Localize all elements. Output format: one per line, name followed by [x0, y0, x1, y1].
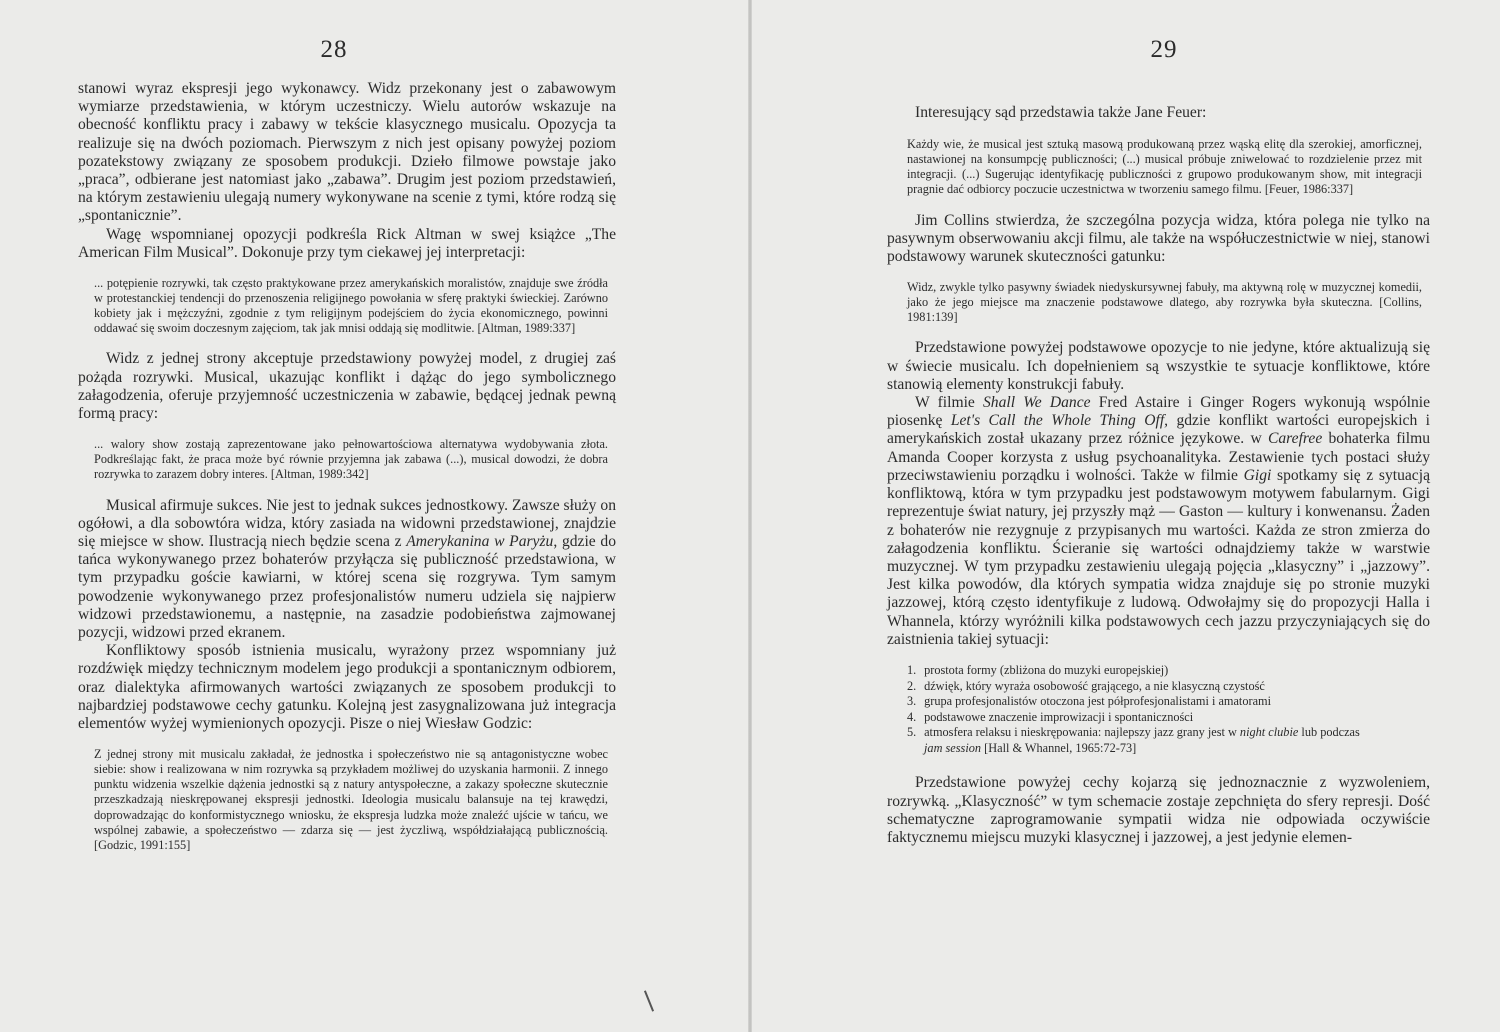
text-run: Musical afirmuje sukces. Nie jest to jednak sukces jednostkowy. Zawsze służy on ogółowi, a dla sobowtóra widza, który zasiada na widowni przedstawionej, znajdzie się miejsce w show. Ilustracją niech będzie scena z [78, 496, 616, 550]
list-item-text: night clubie [1239, 725, 1299, 740]
list-item [907, 710, 1430, 726]
text-run: , gdzie do tańca wykonywanego przez bohaterów przyłącza się publiczność przedstawiona, w tym przypadku goście kawiarni, w której scena się rozgrywa. Tym samym powodzenie wykonywanego przez profesjonalistów numeru udziela się najpierw widzowi przedstawionemu, a następnie, na zasadzie podobieństwa zajmowanej pozycji, widzowi przed ekranem. [78, 532, 616, 641]
list-item-text: atmosfera relaksu i nieskrępowania: najlepszy jazz grany jest w [924, 725, 1240, 740]
block-quote: Z jednej strony mit musicalu zakładał, że jednostka i społeczeństwo nie są antagonistyczne wobec siebie: show i realizowana w nim rozrywka są przykładem możliwej do uzyskania harmonii. Z innego punktu widzenia wszelkie dążenia jednostki są z natury antyspołeczne, a zakazy społeczne skutecznie przeszkadzają nieskrępowanej ekspresji jednostki. Ideologia musicalu balansuje na tej krawędzi, doprowadzając do konformistycznego wniosku, że ekspresja ludzka może znaleźć ujście w tańcu, we wspólnej zabawie, a społeczeństwo — zdarza się — jest życzliwą, współdziałającą publicznością. [Godzic, 1991:155] [94, 747, 608, 852]
list-item-text: podstawowe znaczenie improwizacji i spontaniczności [924, 709, 1194, 724]
list-number: 1. [907, 662, 917, 677]
left-page-text [78, 80, 616, 853]
citation: [Hall & Whannel, 1965:72-73] [981, 740, 1137, 755]
jazz-features-list [887, 663, 1430, 757]
page-number: 29 [1150, 36, 1178, 63]
left-page [0, 0, 748, 1032]
film-title: Gigi [1243, 466, 1272, 484]
paragraph: Jim Collins stwierdza, że szczególna pozycja widza, która polega nie tylko na pasywnym obserwowaniu akcji filmu, ale także na współuczestnictwie w niej, stanowi podstawowy warunek skuteczności gatunku: [887, 211, 1430, 265]
list-number: 5. [907, 725, 917, 740]
block-quote: ... walory show zostają zaprezentowane jako pełnowartościowa alternatywa wydobywania złota. Podkreślając fakt, że praca może być równie przyjemna jak zabawa (...), musical dowodzi, że dobra rozrywka to zarazem dobry interes. [Altman, 1989:342] [94, 437, 608, 482]
list-item [907, 663, 1430, 679]
film-title: Shall We Dance [983, 394, 1091, 412]
list-item-text: dźwięk, który wyraża osobowość grającego, a nie klasyczną czystość [924, 678, 1265, 693]
paragraph: Konfliktowy sposób istnienia musicalu, wyrażony przez wspomniany już rozdźwięk między technicznym modelem jego produkcji a spontanicznym odbiorem, oraz dialektyka afirmowanych wartości związanych ze sposobem produkcji to najbardziej podstawowe cechy gatunku. Kolejną jest zasygnalizowana już integracja elementów wyżej wymienionych opozycji. Pisze o niej Wiesław Godzic: [78, 642, 616, 732]
right-page-text [887, 104, 1430, 847]
paragraph: Przedstawione powyżej podstawowe opozycje to nie jedyne, które aktualizują się w świecie musicalu. Ich dopełnieniem są wszystkie te sytuacje konfliktowe, które stanowią elementy konstrukcji fabuły. [887, 339, 1430, 393]
list-item [907, 679, 1430, 695]
list-item-text: prostota formy (zbliżona do muzyki europejskiej) [924, 662, 1169, 677]
paragraph [78, 497, 616, 643]
list-number: 3. [907, 694, 917, 709]
paragraph [887, 394, 1430, 649]
film-title: Carefree [1267, 430, 1323, 448]
list-item [907, 725, 1430, 756]
block-quote: ... potępienie rozrywki, tak często praktykowane przez amerykańskich moralistów, znajduje swe źródła w protestanckiej tendencji do przenoszenia religijnego powołania w sferę praktyki świeckiej. Zarówno kobiety jak i mężczyźni, zgodnie z tym religijnym podejściem do życia ekonomicznego, powinni oddawać się swoim doczesnym zajęciom, tak jak mnisi oddają się modlitwie. [Altman, 1989:337] [94, 276, 608, 336]
text-run: W filmie [915, 394, 983, 412]
list-item [907, 694, 1430, 710]
text-run: gdzie konflikt wartości europejskich i amerykańskich został ukazany przez różnice językowe. w [887, 412, 1430, 448]
paragraph: stanowi wyraz ekspresji jego wykonawcy. Widz przekonany jest o zabawowym wymiarze przedstawienia, w którym uczestniczy. Wielu autorów wskazuje na obecność konfliktu pracy i zabawy w tekście klasycznego musicalu. Opozycja ta realizuje się na dwóch poziomach. Pierwszym z nich jest opisany powyżej poziom pozatekstowy związany ze sposobem produkcji. Dzieło filmowe powstaje jako „praca”, odbierane jest natomiast jako „zabawa”. Drugim jest poziom przedstawień, na którym zestawieniu ulegają numery wykonywane na scenie z tymi, które rodzą się „spontanicznie”. [78, 80, 616, 225]
text-run: Fred Astaire i Ginger Rogers wykonują wspólnie piosenkę [887, 394, 1430, 430]
text-run: bohaterka filmu Amanda Cooper korzysta z usług psychoanalityka. Zestawienie tych postaci służy przeciwstawieniu porządku i wolności. Także w filmie [887, 430, 1430, 484]
paragraph: Widz z jednej strony akceptuje przedstawiony powyżej model, z drugiej zaś pożąda rozrywki. Musical, ukazując konflikt i dążąc do jego symbolicznego załagodzenia, oferuje przyjemność uczestniczenia w zabawie, będącej jednak pewną formą pracy: [78, 350, 616, 423]
song-title: Let's Call the Whole Thing Off, [950, 412, 1169, 430]
page-number: 28 [320, 36, 348, 63]
list-item-continuation [907, 741, 1430, 757]
list-item-text: lub podczas [1298, 725, 1360, 740]
film-title: Amerykanina w Paryżu [406, 532, 554, 550]
text-run: spotkamy się z sytuacją konfliktową, która w tym przypadku jest podstawowym motywem fabularnym. Gigi reprezentuje świat natury, jej przyszły mąż — Gaston — kultury i konwenansu. Żaden z bohaterów nie rezygnuje z przypisanych mu wartości. Każda ze stron zmierza do załagodzenia konfliktu. Ścieranie się wartości odnajdziemy także w warstwie muzycznej. W tym przypadku zestawieniu ulegają pojęcia „klasyczny” i „jazzowy”. Jest kilka powodów, dla których sympatia widza znajduje się po stronie muzyki jazzowej, którą często identyfikuje z ludową. Odwołajmy się do propozycji Halla i Whannela, którzy wyróżnili kilka podstawowych cech jazzu przyczyniających się do zaistnienia takiej sytuacji: [887, 466, 1430, 648]
block-quote: Widz, zwykle tylko pasywny świadek niedyskursywnej fabuły, ma aktywną rolę w muzycznej komedii, jako że jego miejsce ma znaczenie podstawowe dlatego, aby rozrywka była skuteczna. [Collins, 1981:139] [907, 280, 1422, 325]
block-quote: Każdy wie, że musical jest sztuką masową produkowaną przez wąską elitę dla szerokiej, amorficznej, nastawionej na konsumpcję publiczności; (...) musical próbuje zniwelować to rozdzielenie przez mit integracji. (...) Sugerując identyfikację publiczności z grupowo produkowanym show, mit integracji pragnie dać odbiorcy poczucie uczestnictwa w tworzeniu samego filmu. [Feuer, 1986:337] [907, 137, 1422, 197]
right-page [752, 0, 1500, 1032]
list-number: 2. [907, 678, 917, 693]
paragraph: Interesujący sąd przedstawia także Jane Feuer: [915, 104, 1207, 121]
list-number: 4. [907, 709, 917, 724]
paragraph: Wagę wspomnianej opozycji podkreśla Rick Altman w swej książce „The American Film Musical”. Dokonuje przy tym ciekawej jej interpretacji: [78, 225, 616, 261]
list-item-text: grupa profesjonalistów otoczona jest półprofesjonalistami i amatorami [924, 694, 1272, 709]
list-item-text: jam session [924, 740, 982, 755]
paragraph: Przedstawione powyżej cechy kojarzą się jednoznacznie z wyzwoleniem, rozrywką. „Klasyczność” w tym schemacie zostaje zepchnięta do sfery represji. Dość schematyczne zaprogramowanie sympatii widza nie odpowiada oczywiście faktycznemu miejscu muzyki klasycznej i jazzowej, a jest jedynie elemen- [887, 774, 1430, 847]
